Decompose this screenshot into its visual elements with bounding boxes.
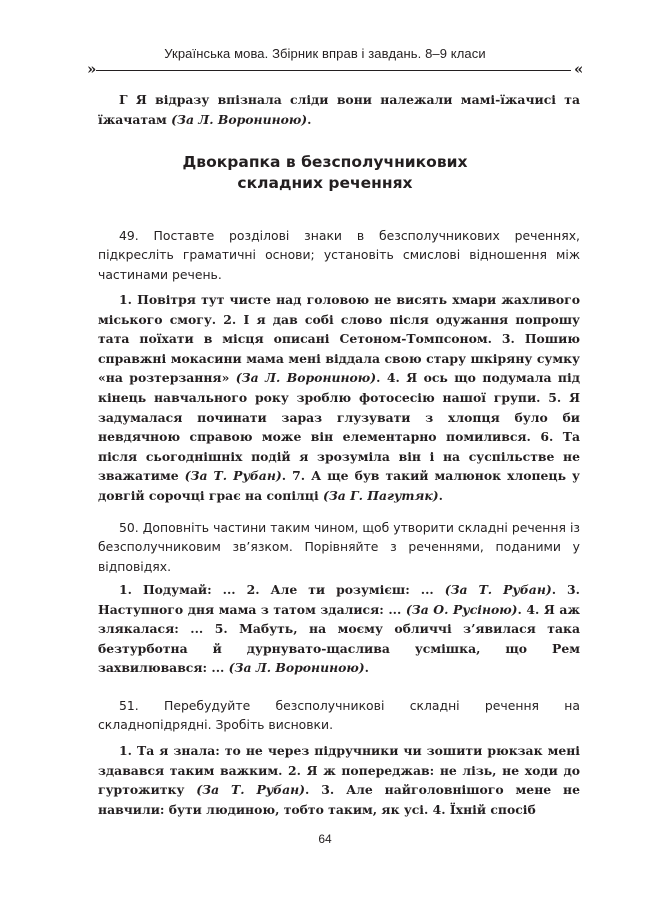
left-quote-mark: » (87, 60, 97, 78)
exercise-50-text: 1. Подумай: ... 2. Але ти розумієш: ... (За Т. Рубан). 3. Наступного дня мама з татом здалися: ... (За О. Русіною). 4. Я аж злякалася: ... 5. Мабуть, на моєму обличчі з’явилася така безтурботна й дурнувато-щаслива усмішка, що Рем захвилювався: ... (За Л. Ворониною). (98, 582, 580, 676)
exercise-51-task: 51. Перебудуйте безсполучникові складні речення на складнопідрядні. Зробіть висновки. (98, 698, 580, 733)
source-citation: (За Т. Рубан) (196, 782, 306, 798)
section-title (0, 152, 650, 194)
exercise-49-task: 49. Поставте розділові знаки в безсполучникових реченнях, підкресліть граматичні основи; установіть смислові відношення між частинами речень. (98, 228, 580, 282)
intro-sentence: Г Я відразу впізнала сліди вони належали мамі-їжачисі та їжачатам (За Л. Ворониною). (98, 92, 580, 127)
source-citation: (За Л. Ворониною) (235, 370, 377, 386)
exercise-50-task: 50. Доповніть частини таким чином, щоб утворити складні речення із безсполучниковим зв’язком. Порівняйте з реченнями, поданими у відповідях. (98, 520, 580, 574)
exercise-51-text: 1. Та я знала: то не через підручники чи зошити рюкзак мені здавався таким важким. 2. Я ж попереджав: не лізь, не ходи до гуртожитку (За Т. Рубан). 3. Але найголовнішого мене не навчили: бути людиною, тобто таким, як усі. 4. Їхній спосіб (98, 743, 580, 817)
source-citation: (За Л. Ворониною) (171, 111, 308, 127)
page-number: 64 (318, 832, 332, 846)
source-citation: (За Г. Пагутяк) (322, 487, 439, 503)
header-rule (96, 70, 571, 71)
source-citation: (За Л. Ворониною) (228, 660, 365, 676)
source-citation: (За Т. Рубан) (184, 468, 282, 484)
source-citation: (За Т. Рубан) (444, 582, 552, 597)
source-citation: (За О. Русіною) (405, 601, 518, 617)
running-header: Українська мова. Збірник вправ і завдань. 8–9 класи (164, 46, 486, 61)
section-title-line1: Двокрапка в безсполучникових (182, 153, 468, 171)
section-title-line2: складних реченнях (237, 174, 413, 192)
right-quote-mark: « (574, 60, 584, 78)
exercise-49-text: 1. Повітря тут чисте над головою не висять хмари жахливого міського смогу. 2. І я дав собі слово після одужання попрошу тата поїхати в місця описані Сетоном-Томпсоном. 3. Пошию справжні мокасини мама мені віддала свою стару шкіряну сумку «на розтерзання» (За Л. Ворониною). 4. Я ось що подумала під кінець навчального року зроблю фотосесію нашої групи. 5. Я задумалася починати зараз глузувати з хлопця було би невдячною справою може він елементарно помилився. 6. Та після сьогоднішніх подій я зрозуміла він і на суспільстве не зважатиме (За Т. Рубан). 7. А ще був такий малюнок хлопець у довгій сорочці грає на сопілці (За Г. Пагутяк). (98, 292, 580, 503)
